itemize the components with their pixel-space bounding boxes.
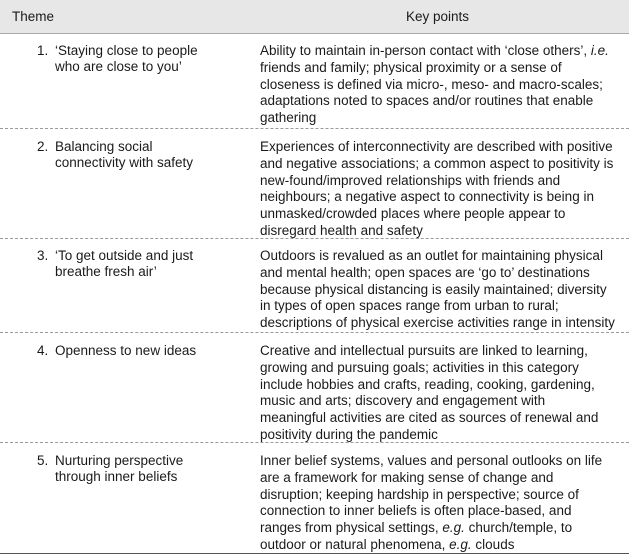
row-theme [55,43,235,75]
table-row [0,333,629,443]
row-key-points [260,248,625,332]
table-row [0,443,629,554]
row-number: 2. [37,139,49,154]
key-point-line: are a framework for making sense of change and [260,469,554,485]
row-theme [55,453,235,485]
key-point-line: outdoor or natural phenomena, e.g. clouds [260,536,515,552]
theme-line: Balancing social [55,139,153,154]
theme-line: through inner beliefs [55,469,178,484]
table-row [0,239,629,333]
key-point-line: in types of open spaces range from urban to rural; [260,298,559,314]
theme-line: ‘To get outside and just [55,248,194,263]
table-row [0,34,629,129]
key-point-line: Creative and intellectual pursuits are linked to learning, [260,343,588,358]
key-point-line: unmasked/crowded places where people appear to [260,206,566,222]
theme-line: breathe fresh air’ [55,264,157,279]
row-number: 3. [37,248,49,263]
italic-abbrev: e.g. [442,520,465,536]
key-point-line: and mental health; open spaces are ‘go to’ destinations [260,264,590,280]
header-theme: Theme [12,9,55,24]
row-number: 4. [37,343,49,358]
row-key-points [260,343,625,444]
key-point-line: include hobbies and crafts, reading, cooking, gardening, [260,376,595,392]
key-point-line: meaningful activities are cited as sources of renewal and [260,410,599,426]
row-theme [55,248,235,280]
row-theme [55,343,235,359]
key-point-line: descriptions of physical exercise activities range in intensity [260,315,615,331]
italic-abbrev: e.g. [449,536,472,552]
row-key-points [260,453,625,554]
row-key-points [260,43,625,127]
key-point-line: gathering [260,110,317,126]
key-point-line: music and arts; discovery and engagement with [260,393,546,409]
key-point-line: disregard health and safety [260,222,423,238]
key-point-line: friends and family; physical proximity or a sense of [260,59,562,75]
key-point-line: adaptations noted to spaces and/or routines that enable [260,93,594,109]
key-point-line: Outdoors is revalued as an outlet for maintaining physical [260,248,603,263]
italic-abbrev: i.e. [590,43,609,58]
key-point-line: new-found/improved relationships with friends and [260,172,561,188]
theme-line: connectivity with safety [55,155,194,170]
theme-line: ‘Staying close to people [55,43,198,58]
table-row [0,129,629,239]
row-theme [55,139,235,171]
key-point-line: Ability to maintain in-person contact with ‘close others’, i.e. [260,43,609,58]
table-header [0,0,629,34]
key-point-line: ranges from physical settings, e.g. church/temple, to [260,520,573,536]
key-point-line: Experiences of interconnectivity are described with positive [260,139,613,154]
theme-line: Nurturing perspective [55,453,184,468]
key-point-line: connection to inner beliefs is often place-based, and [260,503,572,519]
row-number: 5. [37,453,49,468]
theme-line: Openness to new ideas [55,343,197,358]
key-point-line: disruption; keeping hardship in perspective; source of [260,486,579,502]
key-point-line: because physical distancing is easily maintained; diversity [260,281,607,297]
key-point-line: positivity during the pandemic [260,426,438,442]
key-point-line: Inner belief systems, values and personal outlooks on life [260,453,603,468]
theme-line: who are close to you’ [55,59,182,74]
key-point-line: closeness is defined via micro-, meso- and macro-scales; [260,76,603,92]
row-number: 1. [37,43,49,58]
key-point-line: neighbours; a negative aspect to connectivity is being in [260,189,594,205]
key-point-line: and negative associations; a common aspect to positivity is [260,155,614,171]
row-key-points [260,139,625,240]
key-point-line: growing and pursuing goals; activities in this category [260,359,579,375]
header-key-points: Key points [406,9,470,24]
